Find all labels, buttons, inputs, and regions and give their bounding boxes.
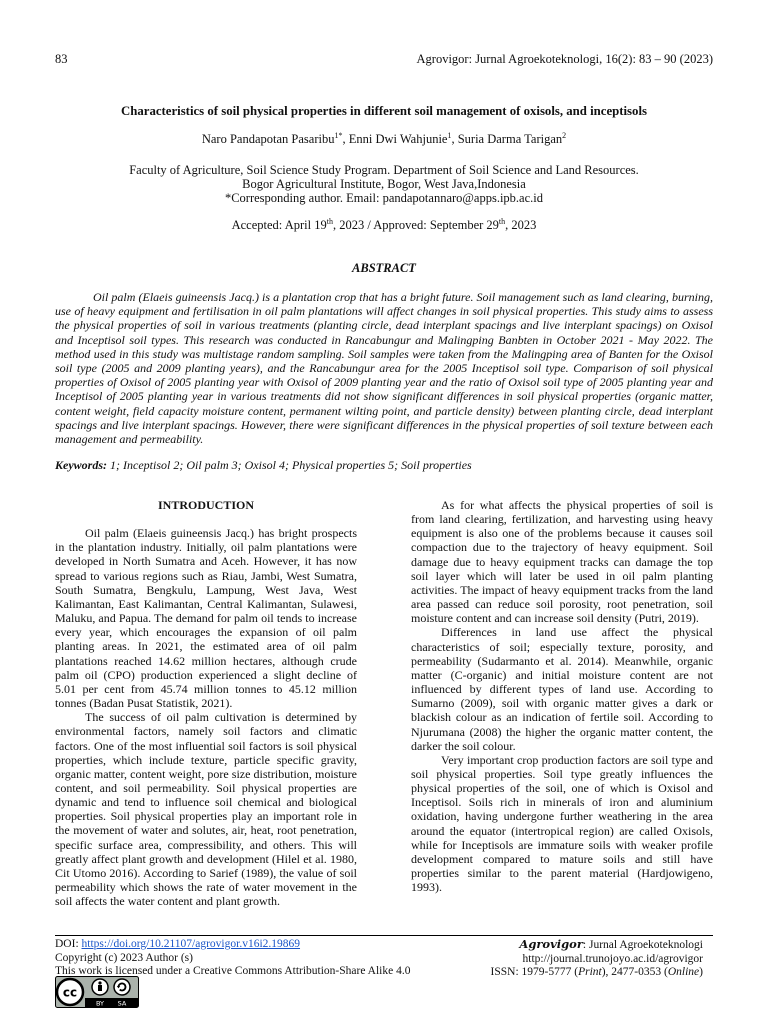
right-column (411, 498, 713, 894)
footer-divider (55, 935, 713, 936)
author-mark: 1 (447, 130, 452, 140)
publication-dates: Accepted: April 19th, 2023 / Approved: September 29th, 2023 (231, 216, 537, 232)
footer-right: Agrovigor: Jurnal Agroekoteknologi http://journal.trunojoyo.ac.id/agrovigor ISSN: 1979-5777 (Print), 2477-0353 (Online) (490, 937, 703, 978)
affiliation-line: Faculty of Agriculture, Soil Science Study Program. Department of Soil Science and Land Resources. (129, 163, 639, 177)
journal-citation: Agrovigor: Jurnal Agroekoteknologi, 16(2): 83 – 90 (2023) (416, 52, 713, 66)
body-paragraph: Very important crop production factors are soil type and soil physical properties. Soil type greatly influences the physical properties of the soil, one of which is Oxisol and Inceptisol. Soils rich in minerals of iron and aluminium oxidation, having undergone further weathering in the area around the equator (intertropical region) are called Oxisols, while for Inceptisols are immature soils with weaker profile development compared to mature soils and still have properties similar to the parent material (Hardjowigeno, 1993). (411, 752, 713, 895)
author-list: Naro Pandapotan Pasaribu$^{1*}$, Enni Dwi Wahjunie$^1$, Suria Darma Tarigan$^2$ (201, 130, 567, 146)
cc-license-icon (55, 976, 139, 1008)
author-name: Suria Darma Tarigan (457, 132, 563, 146)
footer-left: DOI: https://doi.org/10.21107/agrovigor.v16i2.19869 Copyright (c) 2023 Author (s) This work is licensed under a Creative Commons Attribution-Share Alike 4.0 (55, 938, 411, 977)
cc-by-label: BY (95, 999, 105, 1008)
author-name: Naro Pandapotan Pasaribu (201, 132, 335, 146)
page-number: 83 (55, 52, 68, 66)
cc-by-sa-badge[interactable] (55, 976, 139, 1013)
license-text: This work is licensed under a Creative Commons Attribution-Share Alike 4.0 (55, 965, 411, 977)
author-name: Enni Dwi Wahjunie (348, 132, 448, 146)
cc-sa-label: SA (117, 999, 127, 1008)
keywords-text: 1; Inceptisol 2; Oil palm 3; Oxisol 4; Physical properties 5; Soil properties (107, 458, 472, 472)
body-paragraph: Differences in land use affect the physical characteristics of soil; especially texture, porosity, and permeability (Sudarmanto et al. 2014). Meanwhile, organic matter (C-organic) and initial moisture content are not influenced by different types of land use. According to Sumarno (2009), soil with organic matter gives a dark or blackish colour as an indication of fertile soil. According to Njurumana (2008) the higher the organic matter content, the darker the soil colour. (411, 625, 713, 753)
author-mark: 2 (562, 130, 567, 140)
keywords-label: Keywords: (55, 458, 107, 472)
body-paragraph: As for what affects the physical properties of soil is from land clearing, fertilization, and harvesting using heavy equipment is also one of the problems because it causes soil compaction due to the trajectory of heavy equipment. Soil damage due to heavy equipment tracks can damage the top soil layer which will later be used in oil palm planting activities. The impact of heavy equipment tracks from the land area passed can reduce soil porosity, root penetration, soil moisture content and can increase soil density (Putri, 2019). (411, 498, 713, 626)
paper-title: Characteristics of soil physical properties in different soil management of oxisols, and inceptisols (121, 104, 647, 118)
journal-brand: Agrovigor (519, 937, 583, 951)
body-paragraph: The success of oil palm cultivation is determined by environmental factors, namely soil factors and climatic factors. One of the most influential soil factors is soil physical properties, which include texture, particle specific gravity, organic matter, content weight, pore size distribution, moisture content, and soil permeability. Soil physical properties are dynamic and tend to influence soil chemical and biological properties. Soil physical properties play an important role in the movement of water and solutes, air, heat, root penetration, specific surface area, compressibility, and others. This will greatly affect plant growth and development (Hilel et al. 1980, Cit Utomo 2016). According to Sarief (1989), the value of soil permeability which shows the rate of water movement in the soil affects the water content and plant growth. (55, 710, 357, 909)
journal-url: http://journal.trunojoyo.ac.id/agrovigor (522, 952, 703, 965)
doi-link[interactable]: https://doi.org/10.21107/agrovigor.v16i2.19869 (81, 938, 301, 950)
left-column (55, 498, 357, 908)
copyright-text: Copyright (c) 2023 Author (s) (55, 951, 193, 964)
section-heading-introduction: INTRODUCTION (157, 498, 254, 512)
corresponding-author: *Corresponding author. Email: pandapotannaro@apps.ipb.ac.id (224, 191, 544, 205)
author-mark: 1* (334, 130, 343, 140)
body-paragraph: Oil palm (Elaeis guineensis Jacq.) has bright prospects in the plantation industry. Initially, oil palm plantations were developed in North Sumatra and Aceh. However, it has now spread to various regions such as Riau, Jambi, West Sumatra, South Sumatra, Bengkulu, Lampung, West Java, West Kalimantan, East Kalimantan, Central Kalimantan, Sulawesi, Maluku, and Papua. The demand for palm oil tends to increase every year, which encourages the expansion of oil palm planting areas. In 2021, the estimated area of oil palm plantations reached 14.62 million hectares, although crude palm oil (CPO) production experienced a slight decline of 5.01 per cent from 45.74 million tonnes to 45.12 million tonnes (Badan Pusat Statistik, 2021). (55, 526, 357, 711)
abstract-text: Oil palm (Elaeis guineensis Jacq.) is a plantation crop that has a bright future. Soil management such as land clearing, burning, use of heavy equipment and fertilisation in oil palm plantations will affect changes in soil physical properties. This study aims to assess the physical properties of soil in various treatments (planting circle, dead interplant spacings and live interplant spacings) on Oxisol and Inceptisol soil types. This research was conducted in Rancabungur and Malingping Banbten in October 2021 - May 2022. The method used in this study was multistage random sampling. Soil samples were taken from the Malingping area of Banten for the Oxisol soil type (2005 and 2009 planting years), and the Rancabungur area for the 2005 Inceptisol soil type. Comparison of soil physical properties of Oxisol of 2005 planting year with Oxisol of 2009 planting year and the ratio of Oxisol soil type of 2005 planting year and Inceptisol of 2005 planting year in various treatments did not show significant differences in soil physical properties (organic matter, content weight, field capacity moisture content, permanent wilting point, and particle density) between planting circle, dead interplant spacings and live interplant spacings. However, there were significant differences in the physical properties of soil texture between each management and permeability. (55, 290, 713, 447)
issn-text: ISSN: 1979-5777 (Print), 2477-0353 (Online) (490, 966, 703, 978)
svg-text:cc: cc (62, 985, 78, 1000)
affiliation-line: Bogor Agricultural Institute, Bogor, West Java,Indonesia (242, 177, 526, 191)
abstract-heading: ABSTRACT (352, 261, 416, 275)
keywords (55, 458, 713, 473)
